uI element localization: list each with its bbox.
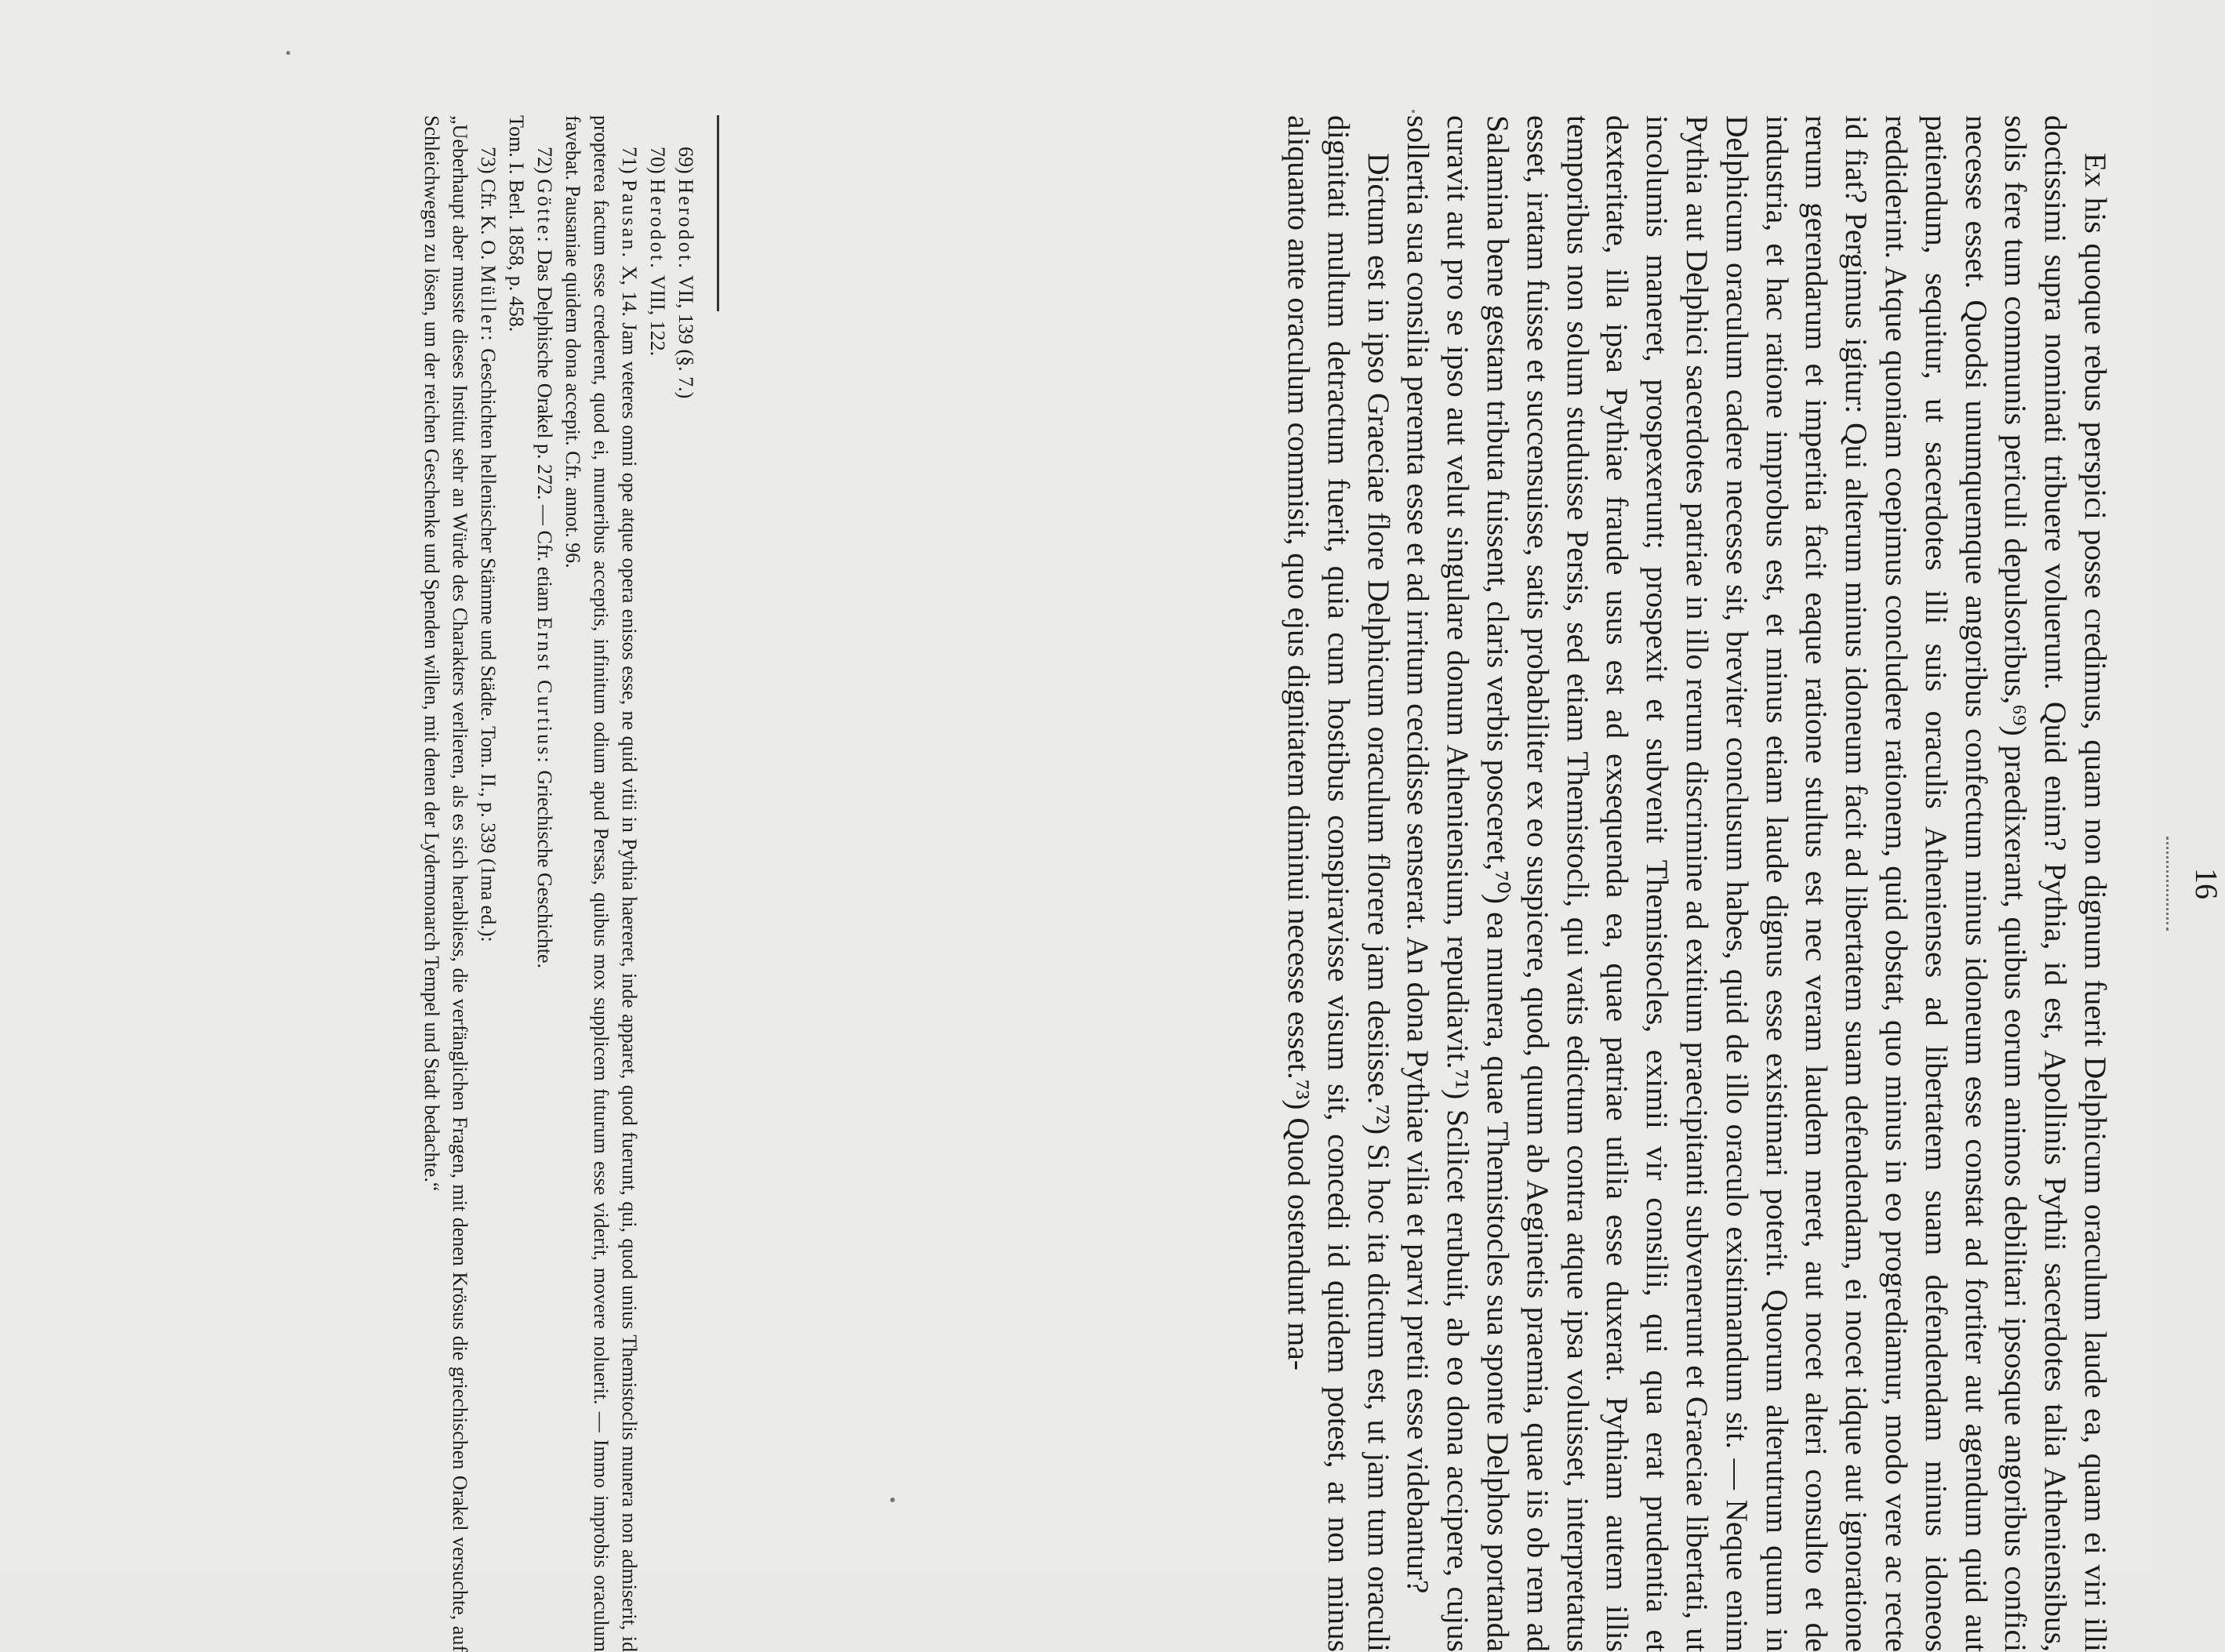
main-text	[1278, 115, 2115, 1652]
header-ornament	[2166, 837, 2180, 931]
footnotes	[417, 115, 700, 1652]
footnote-author-2: Ernst Curtius:	[533, 617, 556, 765]
footnote-70	[643, 115, 671, 1652]
paragraph-1: Ex his quoque rebus perspici posse credimus, quam non dignum fuerit Delphicum oraculum laude ea, quam ei viri illi doctissimi supra nominati tribuere voluerunt. Quid enim? Pythia, id est, Apollinis Pythii sacerdotes talia Atheniensibus, solis fere tum communis periculi depulsoribus,⁶⁹) praedixerant, quibus eorum animos debilitari ipsosque angoribus confici necesse esset. Quodsi unumquemque angoribus confectum minus idoneum esse constat ad fortiter aut agendum quid aut patiendum, sequitur, ut sacerdotes illi suis oraculis Athenienses ad libertatem suam defendendam minus idoneos reddiderint. Atque quoniam coepimus concludere rationem, quid obstat, quo minus in eo progrediamur, modo vere ac recte id fiat? Pergimus igitur: Qui alterum minus idoneum facit ad libertatem suam defendendam, ei nocet idque aut ignoratione rerum gerendarum et imperitia facit eaque ratione stultus est nec veram laudem meret, aut nocet alteri consulto et de industria, et hac ratione improbus est, et minus etiam laude dignus esse existimari poterit. Quorum alterutrum quum in Delphicum oraculum cadere necesse sit, breviter conclusum habes, quid de illo oraculo existimandum sit. — Neque enim Pythia aut Delphici sacerdotes patriae in illo rerum discrimine ad exitium praecipitanti subvenerunt et Graeciae libertati, ut incolumis maneret, prospexerunt; prospexit et subvenit Themistocles, eximii vir consilii, qui qua erat prudentia et dexteritate, illa ipsa Pythiae fraude usus est ad exsequenda ea, quae patriae utilia esse duxerat. Pythiam autem illis temporibus non solum studuisse Persis, sed etiam Themistocli, qui vatis edictum contra atque ipsa voluisset, interpretatus esset, iratam fuisse et succensuisse, satis probabiliter ex eo suspicere, quod, quum ab Aeginetis praemia, quae iis ob rem ad Salamina bene gestam tributa fuissent, claris verbis posceret,⁷⁰) ea munera, quae Themistocles sua sponte Delphos portanda curavit aut pro se ipso aut velut singulare donum Atheniensium, repudiavit.⁷¹) Scilicet erubuit, ab eo dona accipere, cujus sollertia sua consilia peremta esse et ad irritum cecidisse senserat. An dona Pythiae vilia et parvi pretii esse videbantur?	[1401, 115, 2113, 1652]
footnote-text-2: Griechische Geschichte.	[533, 770, 556, 969]
footnote-text: Geschichten hellenischer Stämme und Städte. Tom. II., p. 339 (1ma ed.):	[477, 348, 500, 942]
book-page	[233, 115, 2225, 1652]
footnote-lead: Cfr. K. O.	[477, 179, 500, 260]
footnote-author: Herodot.	[674, 179, 697, 270]
footnote-text: Das Delphische Orakel p. 272. — Cfr. etiam	[533, 249, 556, 612]
footnote-mark: 72)	[533, 147, 556, 174]
footnote-mark: 70)	[646, 147, 669, 174]
footnote-mark: 71)	[618, 147, 641, 174]
dust-speck	[890, 1498, 895, 1502]
footnote-separator	[717, 115, 719, 311]
footnote-text: VIII, 122.	[646, 274, 669, 357]
footnote-author: Pausan.	[618, 180, 641, 260]
footnote-mark: 73)	[477, 147, 500, 174]
dust-speck	[286, 51, 290, 55]
footnote-text: VII, 139 (§. 7.)	[674, 274, 697, 399]
footnote-mark: 69)	[674, 147, 697, 174]
footnote-73-quote: „Ueberhaupt aber musste dieses Institut sehr an Würde des Charakters verlieren, als es sich herabliess, die verfänglichen Fragen, mit denen Krösus die griechischen Orakel versuchte, auf Schleichwegen zu lösen, um der reichen Geschenke und Spenden willen, mit denen der Lydermonarch Tempel und Stadt bedachte.“	[420, 115, 471, 1652]
dust-speck	[1412, 110, 1415, 113]
footnote-72	[530, 115, 558, 1652]
footnote-71	[558, 115, 643, 1652]
footnote-72-continuation: Tom. I. Berl. 1858, p. 458.	[505, 115, 528, 332]
paragraph-2: Dictum est in ipso Graeciae flore Delphicum oraculum florere jam desiisse.⁷²) Si hoc ita dictum est, ut jam tum oraculi dignitati multum detractum fuerit, quia cum hostibus conspiravisse visum sit, concedi id quidem potest, at non minus aliquanto ante oraculum commisit, quo ejus dignitatem diminui necesse esset.⁷³) Quod ostendunt ma-	[1282, 115, 1396, 1652]
footnote-author: Götte:	[533, 179, 556, 245]
footnote-73	[474, 115, 502, 1652]
footnote-author: Müller:	[477, 264, 500, 343]
page-number: 16	[2189, 868, 2224, 899]
footnote-author: Herodot.	[646, 179, 669, 270]
footnote-69	[671, 115, 700, 1652]
footnote-text: X, 14. Jam veteres omni ope atque opera enisos esse, ne quid vitii in Pythia haereret, inde apparet, quod fuerunt, qui, quod unius Themistoclis munera non admiserit, id propterea factum esse crederent, quod ei, muneribus acceptis, infinitum odium apud Persas, quibus mox supplicem futurum esse viderit, movere noluerit. — Immo improbis oraculum favebat. Pausaniae quidem dona accepit. Cfr. annot. 96.	[562, 115, 641, 1652]
